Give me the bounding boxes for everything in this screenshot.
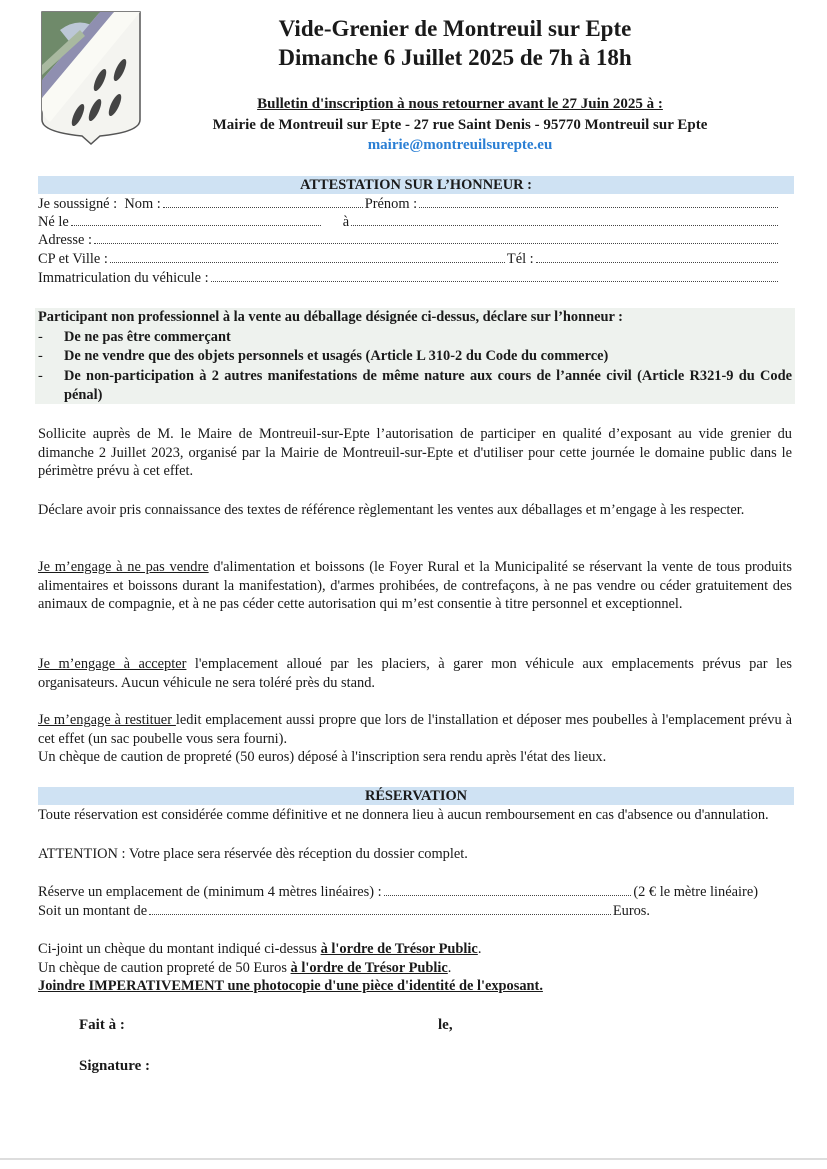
emplacement-field[interactable] [384,883,632,896]
prenom-label: Prénom : [364,196,418,212]
immatriculation-field[interactable] [211,269,778,282]
cp-ville-label: CP et Ville : [38,251,108,267]
montant-field[interactable] [149,902,611,915]
city-row [38,250,780,268]
reservation-terms: Toute réservation est considérée comme définitive et ne donnera lieu à aucun remboursement en cas d'absence ou d'annulation. [38,807,769,823]
price-per-meter: (2 € le mètre linéaire) [633,884,758,900]
emplacement-row [38,883,758,901]
montant-row [38,902,650,920]
reservation-attention: ATTENTION : Votre place sera réservée dès réception du dossier complet. [38,846,468,862]
attestation-heading: ATTESTATION SUR L’HONNEUR : [38,176,794,194]
ne-le-label: Né le [38,214,69,230]
page-title: Vide-Grenier de Montreuil sur Epte [278,16,632,41]
no-sale-paragraph: Je m’engage à ne pas vendre d'alimentation et boissons (le Foyer Rural et la Municipalité se réservant la vente de tous produits alimentaires et boissons durant la manifestation), d'armes prohibées, de contrefaçons, à ne pas vendre ou céder gratuitement des animaux de compagnie, et à ne pas céder cette autorisation qui m’est consentie à titre personnel et exceptionnel. [38,559,792,612]
euros-label: Euros. [612,903,650,919]
id-requirement: Joindre IMPERATIVEMENT une photocopie d'une pièce d'identité de l'exposant. [38,978,543,994]
nom-field[interactable] [163,195,363,208]
event-date: Dimanche 6 Juillet 2025 de 7h à 18h [278,45,632,70]
je-soussigne-label: Je soussigné : [38,196,118,212]
return-notice: Bulletin d'inscription à nous retourner avant le 27 Juin 2025 à : [257,96,663,112]
adresse-label: Adresse : [38,232,92,248]
name-row [38,195,780,213]
email-link[interactable]: mairie@montreuilsurepte.eu [367,137,553,153]
date-label: le, [438,1017,453,1033]
birth-place-field[interactable] [351,213,778,226]
birth-date-field[interactable] [71,213,321,226]
cp-ville-field[interactable] [110,250,505,263]
cheque-instructions: Ci-joint un chèque du montant indiqué ci-dessus à l'ordre de Trésor Public. Un chèque de caution propreté de 50 Euros à l'ordre de Trésor Public. Joindre IMPERATIVEMENT une photocopie d'une pièce d'identité de l'exposant. [38,940,792,996]
declaration-intro: Participant non professionnel à la vente au déballage désignée ci-dessus, déclare sur l’honneur : [38,309,623,325]
vehicle-row [38,269,780,287]
mairie-address: Mairie de Montreuil sur Epte - 27 rue Saint Denis - 95770 Montreuil sur Epte [212,117,708,133]
town-coat-of-arms-logo [40,10,142,146]
birth-place-label: à [342,214,350,230]
adresse-field[interactable] [94,231,778,244]
fait-a-label: Fait à : [79,1017,125,1033]
address-row [38,231,780,249]
prenom-field[interactable] [419,195,778,208]
signature-label: Signature : [79,1058,150,1074]
emplacement-label: Réserve un emplacement de (minimum 4 mètres linéaires) : [38,884,382,900]
acknowledge-paragraph: Déclare avoir pris connaissance des textes de référence règlementant les ventes aux déballages et m’engage à les respecter. [38,502,745,518]
nom-label: Nom : [124,196,161,212]
restitute-paragraph: Je m’engage à restituer ledit emplacement aussi propre que lors de l'installation et déposer mes poubelles à l'emplacement prévu à cet effet (un sac poubelle vous sera fourni). Un chèque de caution de propreté (50 euros) déposé à l'inscription sera rendu après l'état des lieux. [38,712,792,765]
declaration-item: - De non-participation à 2 autres manifestations de même nature aux cours de l’année civil (Article R321-9 du Code pénal) [38,367,792,403]
scan-edge-divider [0,1158,827,1160]
immatriculation-label: Immatriculation du véhicule : [38,270,209,286]
reservation-heading: RÉSERVATION [38,787,794,805]
tel-label: Tél : [506,251,534,267]
montant-label: Soit un montant de [38,903,148,919]
request-paragraph: Sollicite auprès de M. le Maire de Montreuil-sur-Epte l’autorisation de participer en qualité d’exposant au vide grenier du dimanche 2 Juillet 2023, organisé par la Mairie de Montreuil-sur-Epte et d'utiliser pour cette journée le domaine public dans le périmètre prévu à cet effet. [38,426,792,479]
accept-paragraph: Je m’engage à accepter l'emplacement alloué par les placiers, à garer mon véhicule aux emplacements prévus par les organisateurs. Aucun véhicule ne sera toléré près du stand. [38,656,792,691]
tel-field[interactable] [536,250,778,263]
declaration-item: - De ne vendre que des objets personnels et usagés (Article L 310-2 du Code du commerce) [38,348,609,364]
declaration-item: - De ne pas être commerçant [38,328,231,345]
declaration [38,308,792,406]
birth-row [38,213,780,231]
